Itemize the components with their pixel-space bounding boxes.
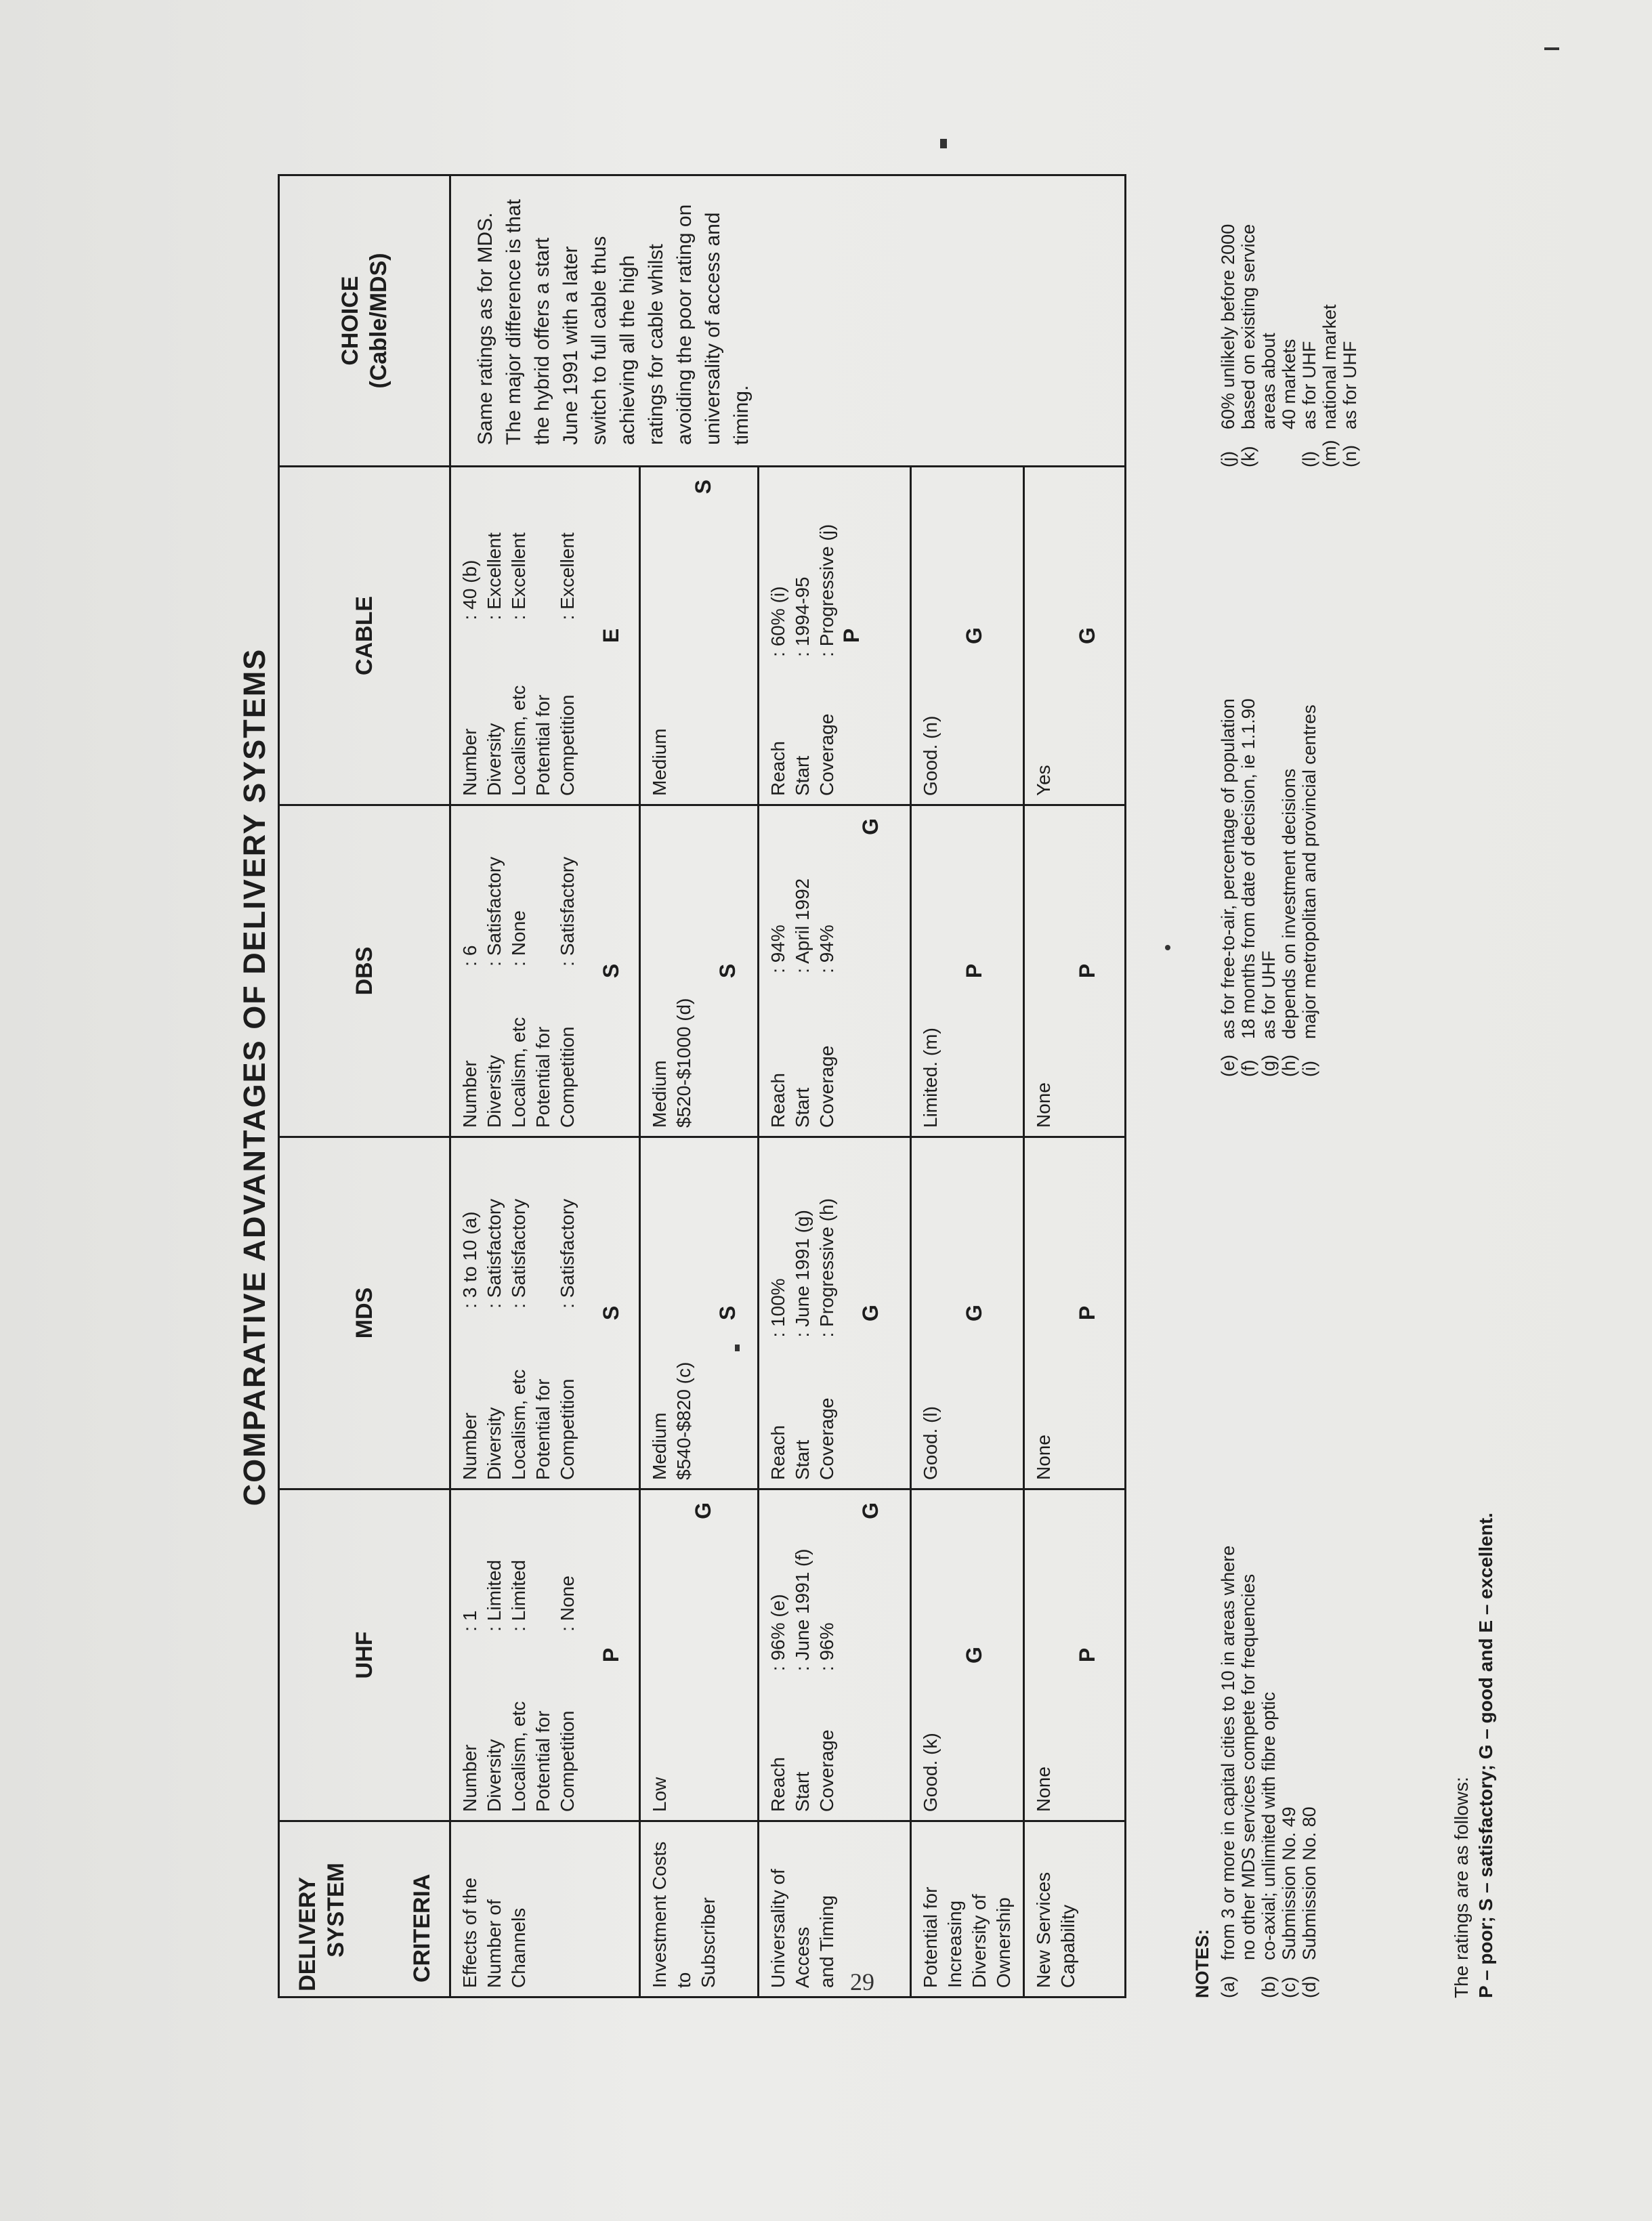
print-speck bbox=[1165, 945, 1170, 950]
print-speck bbox=[940, 139, 947, 148]
criterion-cell: Effects of the Number of Channels bbox=[450, 1821, 640, 1997]
print-speck bbox=[1544, 47, 1559, 50]
rating: G bbox=[691, 1502, 715, 1519]
note-item: (h) depends on investment decisions bbox=[1279, 768, 1299, 1077]
uhf-cell: Good. (k) G bbox=[911, 1489, 1024, 1821]
note-item: (g) as for UHF bbox=[1258, 950, 1279, 1077]
cable-header: CABLE bbox=[279, 467, 450, 805]
note-item: (c) Submission No. 49 bbox=[1279, 1806, 1299, 1998]
choice-cell bbox=[450, 175, 1126, 467]
rating: P bbox=[839, 628, 864, 643]
note-item: (l) as for UHF bbox=[1299, 341, 1319, 467]
notes-heading: NOTES: bbox=[1192, 1928, 1212, 1998]
uhf-cell: Reach : 96% (e) Start : June 1991 (f) Coverage : 96% G bbox=[759, 1489, 911, 1821]
cable-cell: Medium S bbox=[640, 467, 759, 805]
rating: G bbox=[858, 1305, 883, 1321]
cable-cell: Good. (n) G bbox=[911, 467, 1024, 805]
criterion-cell: Potential for Increasing Diversity of Ownership bbox=[911, 1821, 1024, 1997]
uhf-cell: Low G bbox=[640, 1489, 759, 1821]
notes-column-1 bbox=[1218, 1077, 1360, 1998]
rating: G bbox=[962, 1647, 986, 1664]
criteria-label: CRITERIA bbox=[409, 1874, 435, 1983]
dbs-cell: Medium $520-$1000 (d) S bbox=[640, 805, 759, 1137]
rating: S bbox=[599, 1305, 623, 1321]
rating: P bbox=[1075, 1305, 1099, 1321]
note-item: (d) Submission No. 80 bbox=[1299, 1806, 1319, 1998]
print-speck bbox=[735, 1345, 740, 1351]
rating: G bbox=[858, 818, 883, 835]
mds-header: MDS bbox=[279, 1137, 450, 1489]
uhf-header: UHF bbox=[279, 1489, 450, 1821]
rating: G bbox=[858, 1502, 883, 1519]
rating: G bbox=[962, 627, 986, 644]
choice-header: CHOICE (Cable/MDS) bbox=[279, 175, 450, 467]
table-row bbox=[450, 175, 640, 1997]
dbs-header: DBS bbox=[279, 805, 450, 1137]
cable-cell: Yes G bbox=[1024, 467, 1126, 805]
uhf-cell: Number : 1 Diversity : Limited Localism, etc : Limited Potential for Competition : None P bbox=[450, 1489, 640, 1821]
mds-cell: Reach : 100% Start : June 1991 (g) Coverage : Progressive (h) G bbox=[759, 1137, 911, 1489]
rating: P bbox=[962, 963, 986, 979]
notes-section bbox=[1192, 183, 1360, 1998]
note-item: (f) 18 months from date of decision, ie 1.1.90 bbox=[1238, 698, 1258, 1077]
note-item: (n) as for UHF bbox=[1340, 341, 1360, 467]
rating: S bbox=[691, 480, 715, 494]
choice-note: Same ratings as for MDS. The major difference is that the hybrid offers a start June 1991 with a later switch to full cable thus achieving all the high ratings for cable whilst avoiding the poor rating on universality of access and timing. bbox=[474, 199, 753, 445]
rating: E bbox=[599, 628, 623, 643]
rating: G bbox=[962, 1305, 986, 1321]
dbs-cell: Reach : 94% Start : April 1992 Coverage : 94% G bbox=[759, 805, 911, 1137]
comparison-table bbox=[278, 174, 1126, 1998]
rating: S bbox=[715, 963, 740, 979]
note-item: (i) major metropolitan and provincial centres bbox=[1299, 704, 1319, 1077]
notes-column-3 bbox=[1218, 183, 1360, 467]
criterion-cell: Investment Costs to Subscriber bbox=[640, 1821, 759, 1997]
rotated-content bbox=[217, 142, 1517, 2012]
dbs-cell: None P bbox=[1024, 805, 1126, 1137]
rating: P bbox=[599, 1647, 623, 1663]
criteria-header-cell bbox=[279, 1821, 450, 1997]
note-item: (a) from 3 or more in capital cities to 10 in areas where bbox=[1218, 1545, 1238, 1998]
cable-cell: Number : 40 (b) Diversity : Excellent Localism, etc : Excellent Potential for Competition : Excellent E bbox=[450, 467, 640, 805]
ratings-legend: The ratings are as follows: P – poor; S – satisfactory; G – good and E – excellent. bbox=[1451, 1513, 1496, 1998]
criterion-cell: New Services Capability bbox=[1024, 1821, 1126, 1997]
note-item: (k) based on existing service areas about bbox=[1238, 224, 1279, 467]
mds-cell: None P bbox=[1024, 1137, 1126, 1489]
rating: P bbox=[1075, 963, 1099, 979]
notes-column-2 bbox=[1218, 467, 1360, 1077]
mds-cell: Medium $540-$820 (c) S bbox=[640, 1137, 759, 1489]
mds-cell: Number : 3 to 10 (a) Diversity : Satisfactory Localism, etc : Satisfactory Potential for Competition : Satisfactory S bbox=[450, 1137, 640, 1489]
note-item: (b) co-axial; unlimited with fibre optic bbox=[1258, 1691, 1279, 1998]
criterion-cell: Universality of Access and Timing bbox=[759, 1821, 911, 1997]
dbs-cell: Limited. (m) P bbox=[911, 805, 1024, 1137]
rating: G bbox=[1075, 627, 1099, 644]
note-item: (j) 60% unlikely before 2000 bbox=[1218, 224, 1238, 467]
rating: S bbox=[599, 963, 623, 979]
note-item: no other MDS services compete for frequencies bbox=[1238, 1573, 1258, 1960]
page-number: 29 bbox=[850, 1968, 874, 1995]
note-item: (m) national market bbox=[1319, 304, 1340, 467]
note-item: 40 markets bbox=[1279, 339, 1299, 429]
cable-cell: Reach : 60% (i) Start : 1994-95 Coverage : Progressive (j) P bbox=[759, 467, 911, 805]
rating: S bbox=[715, 1305, 740, 1321]
table-header-row bbox=[279, 175, 450, 1997]
rating: P bbox=[1075, 1647, 1099, 1663]
dbs-cell: Number : 6 Diversity : Satisfactory Localism, etc : None Potential for Competition : Satisfactory S bbox=[450, 805, 640, 1137]
mds-cell: Good. (l) G bbox=[911, 1137, 1024, 1489]
uhf-cell: None P bbox=[1024, 1489, 1126, 1821]
delivery-system-label: DELIVERY SYSTEM bbox=[295, 1863, 349, 1991]
note-item: (e) as for free-to-air, percentage of population bbox=[1218, 698, 1238, 1077]
page-title: COMPARATIVE ADVANTAGES OF DELIVERY SYSTEMS bbox=[237, 648, 272, 1506]
